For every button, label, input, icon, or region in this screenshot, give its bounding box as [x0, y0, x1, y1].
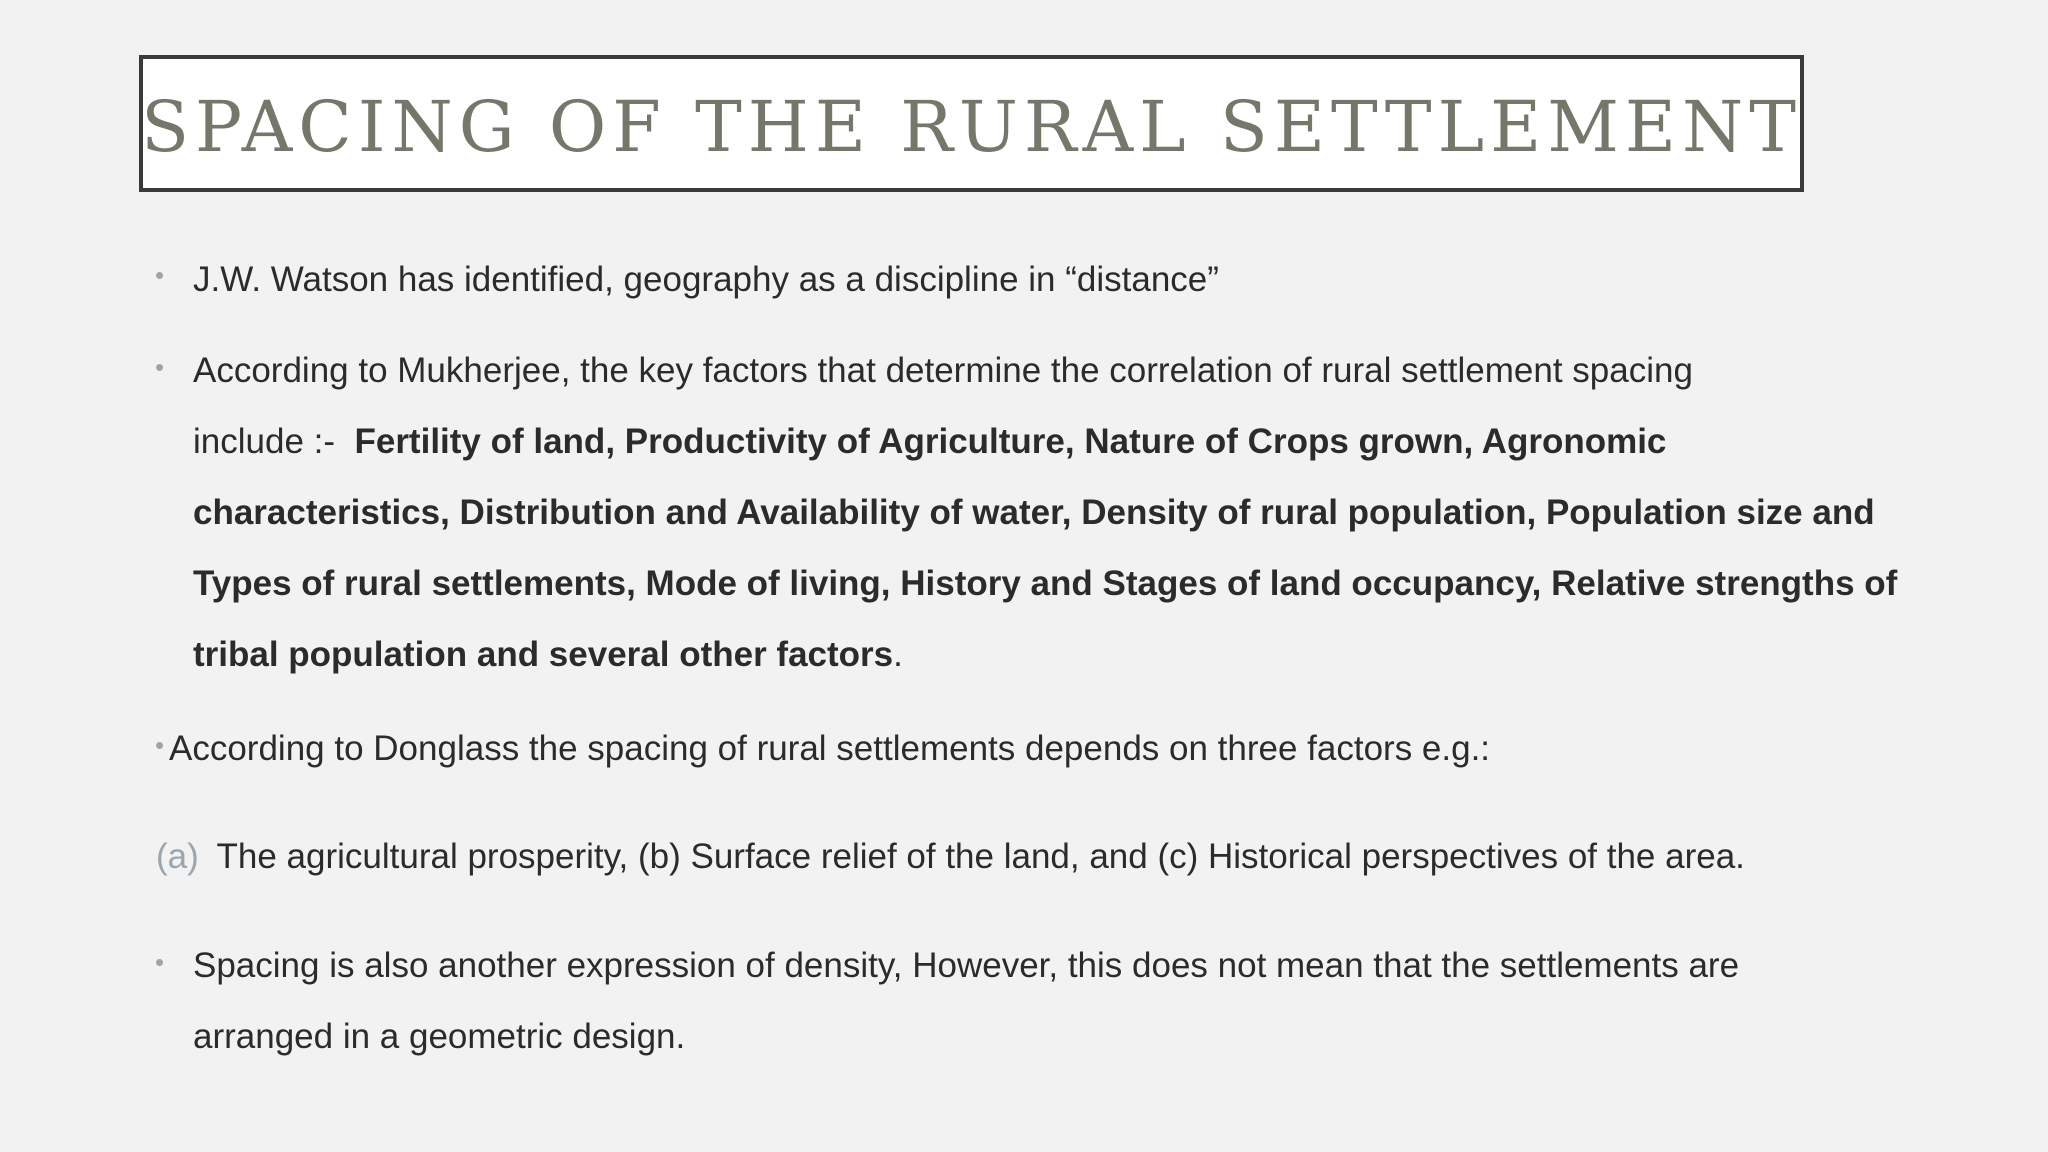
factors-text: The agricultural prosperity, (b) Surface relief of the land, and (c) Historical perspectives of the area.: [216, 837, 1745, 876]
title-box: [139, 55, 1804, 192]
mukherjee-include: include :-: [193, 422, 355, 461]
mukherjee-factors-4: tribal population and several other factors: [193, 635, 894, 674]
bullet-5: •: [155, 947, 165, 977]
mukherjee-factors-1: Fertility of land, Productivity of Agriculture, Nature of Crops grown, Agronomic: [354, 422, 1667, 461]
paragraph-factors: [156, 821, 1745, 892]
density-line-2: arranged in a geometric design.: [193, 1017, 686, 1056]
mukherjee-line-5: [193, 619, 1897, 690]
density-line-1: Spacing is also another expression of density, However, this does not mean that the settlements are: [193, 946, 1740, 985]
paragraph-donglass: According to Donglass the spacing of rural settlements depends on three factors e.g.:: [169, 729, 1491, 768]
paragraph-spacing-density: [193, 930, 1739, 1072]
mukherjee-factors-2: characteristics, Distribution and Availability of water, Density of rural population, Population size and: [193, 493, 1875, 532]
paragraph-watson: J.W. Watson has identified, geography as a discipline in “distance”: [193, 260, 1219, 299]
bullet-3: •: [155, 730, 165, 760]
mukherjee-line-1: According to Mukherjee, the key factors that determine the correlation of rural settlement spacing: [193, 351, 1693, 390]
paragraph-mukherjee: [193, 335, 1897, 690]
mukherjee-factors-3: Types of rural settlements, Mode of living, History and Stages of land occupancy, Relative strengths of: [193, 564, 1898, 603]
slide-title: SPACING OF THE RURAL SETTLEMENT: [141, 85, 1802, 168]
bullet-1: •: [155, 260, 165, 290]
mukherjee-period: .: [893, 635, 903, 674]
mukherjee-line-2: [193, 406, 1897, 477]
mukherjee-line-4: [193, 548, 1897, 619]
list-label-a: (a): [156, 837, 199, 876]
bullet-2: •: [155, 352, 165, 382]
mukherjee-line-3: [193, 477, 1897, 548]
